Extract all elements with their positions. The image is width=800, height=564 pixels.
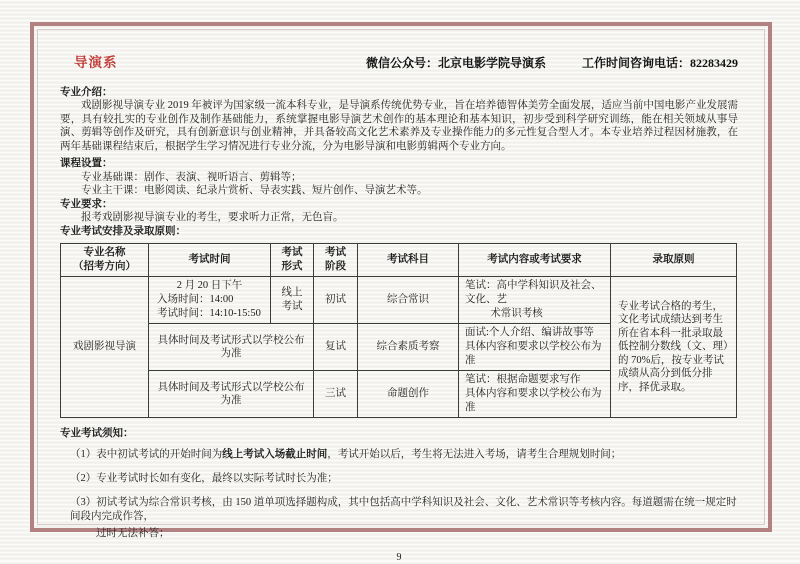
col-header-content: 考试内容或考试要求 (459, 244, 611, 277)
intro-paragraph: 戏剧影视导演专业 2019 年被评为国家级一流本科专业，是导演系传统优势专业，旨在培养德智体美劳全面发展，适应当前中国电影产业发展需要，具有较扎实的专业创作及制作基础能力，系统掌握电影导演艺术创作的基本理论和基本知识，初步受到科学研究训练，能在相关领域从事导演、剪辑等创作及研究，具有创新意识与创业精神，并具备较高文化艺术素养及专业操作能力的多元性复合型人才。本专业培养过程因材施教，在两年基础课程结束后，根据学生学习情况进行专业分流，分为电影导演和电影剪辑两个专业方向。 (60, 99, 738, 153)
cell-row2-stage: 复试 (314, 324, 358, 371)
cell-row2-content: 面试:个人介绍、编讲故事等 具体内容和要求以学校公布为准 (459, 324, 611, 371)
header-contact-group (366, 57, 738, 71)
col-header-time: 考试时间 (149, 244, 271, 277)
notes-heading: 专业考试须知： (60, 427, 738, 441)
table-row-first-exam (61, 277, 737, 324)
col-header-admission: 录取原则 (611, 244, 737, 277)
exam-arrangement-heading: 专业考试安排及录取原则： (60, 225, 738, 239)
page-number: 9 (60, 551, 738, 564)
courses-basic-line: 专业基础课：剧作、表演、视听语言、剪辑等； (60, 171, 738, 185)
note-1: （1）表中初试考试的开始时间为线上考试入场截止时间，考试开始以后，考生将无法进入考场，请考生合理规划时间； (70, 448, 738, 462)
col-header-form: 考试 形式 (271, 244, 314, 277)
cell-row1-content: 笔试：高中学科知识及社会、文化、艺 术常识考核 (459, 277, 611, 324)
cell-admission-principle: 专业考试合格的考生，文化考试成绩达到考生所在省本科一批录取最低控制分数线（文、理）的 70%后，按专业考试成绩从高分到低分排序，择优录取。 (611, 277, 737, 418)
cell-row3-content: 笔试：根据命题要求写作 具体内容和要求以学校公布为准 (459, 371, 611, 418)
department-title: 导演系 (74, 56, 118, 70)
courses-main-line: 专业主干课：电影阅读、纪录片赏析、导表实践、短片创作、导演艺术等。 (60, 184, 738, 198)
phone-label: 工作时间咨询电话：82283429 (582, 57, 738, 71)
page-content (60, 56, 738, 564)
cell-row1-subject: 综合常识 (358, 277, 459, 324)
note-1-bold: 线上考试入场截止时间 (222, 449, 327, 460)
cell-row3-time: 具体时间及考试形式以学校公布为准 (149, 371, 314, 418)
note-2: （2）专业考试时长如有变化，最终以实际考试时长为准； (70, 472, 738, 486)
requirements-heading: 专业要求： (60, 198, 738, 212)
col-header-subject: 考试科目 (358, 244, 459, 277)
cell-row1-stage: 初试 (314, 277, 358, 324)
cell-row2-subject: 综合素质考察 (358, 324, 459, 371)
cell-row3-stage: 三试 (314, 371, 358, 418)
col-header-major: 专业名称 （招考方向） (61, 244, 149, 277)
exam-schedule-table (60, 243, 737, 418)
courses-heading: 课程设置： (60, 157, 738, 171)
col-header-stage: 考试 阶段 (314, 244, 358, 277)
note-3: （3）初试考试为综合常识考核，由 150 道单项选择题构成，其中包括高中学科知识及社会、文化、艺术常识等考核内容。每道题需在统一规定时间段内完成作答， 过时无法补答； (70, 496, 738, 541)
cell-row3-subject: 命题创作 (358, 371, 459, 418)
cell-row1-form: 线上 考试 (271, 277, 314, 324)
exam-notes-section (60, 427, 738, 541)
requirements-text: 报考戏剧影视导演专业的考生，要求听力正常，无色盲。 (60, 211, 738, 225)
cell-major-name: 戏剧影视导演 (61, 277, 149, 418)
table-header-row (61, 244, 737, 277)
note-3-continuation: 过时无法补答； (70, 527, 738, 541)
wechat-account-label: 微信公众号：北京电影学院导演系 (366, 57, 546, 71)
document-header (60, 56, 738, 71)
intro-heading: 专业介绍： (60, 86, 738, 100)
cell-row1-time: 2 月 20 日下午 入场时间：14:00 考试时间：14:10-15:50 (149, 277, 271, 324)
cell-row2-time: 具体时间及考试形式以学校公布为准 (149, 324, 314, 371)
